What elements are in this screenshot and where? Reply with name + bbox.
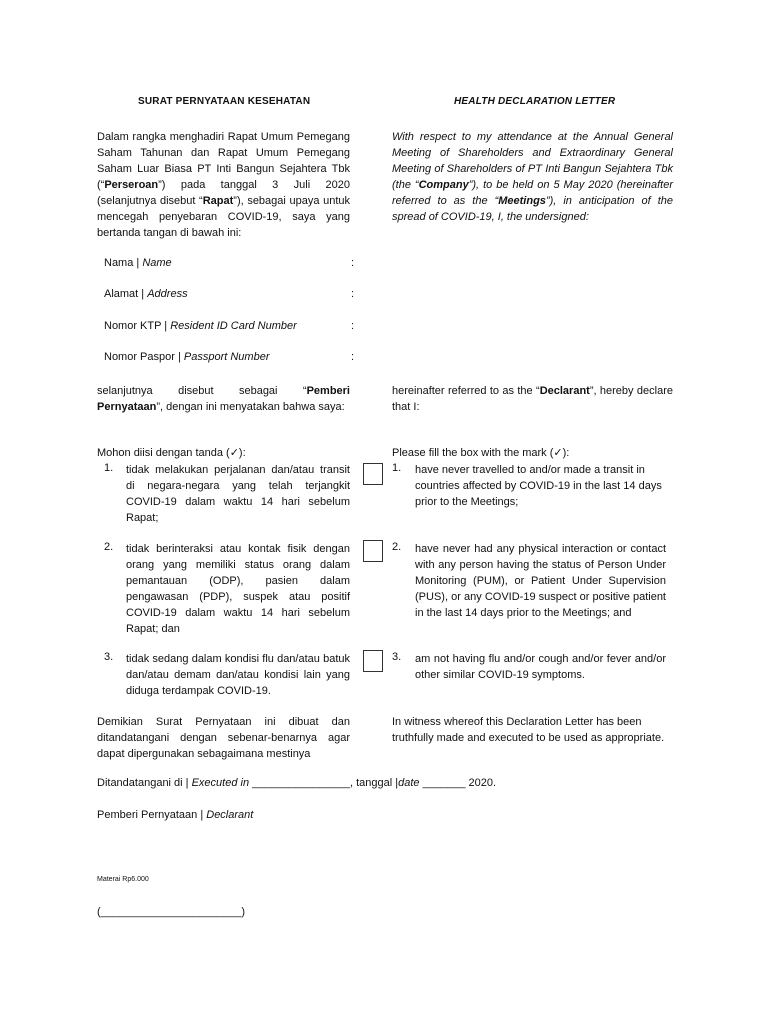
item-1-text-en: have never travelled to and/or made a transit in countries affected by COVID-19 in the last 14 days prior to the Meetings; — [415, 464, 662, 508]
field-ktp-colon: : — [351, 320, 355, 332]
signing-text-c: ________________, tanggal | — [249, 777, 399, 789]
field-address-id: Alamat | — [104, 288, 148, 300]
item-2-checkbox[interactable] — [363, 540, 383, 562]
declarant-id — [97, 383, 350, 415]
signer-label — [97, 809, 253, 821]
closing-en: In witness whereof this Declaration Letter has been truthfully made and executed to be used as appropriate. — [392, 716, 665, 744]
field-passport-colon: : — [351, 351, 355, 363]
intro-id-term-rapat: Rapat — [202, 195, 234, 207]
field-ktp-id: Nomor KTP | — [104, 320, 171, 332]
item-3-checkbox[interactable] — [363, 650, 383, 672]
closing-id: Demikian Surat Pernyataan ini dibuat dan ditandatangani dengan sebenar-benarnya agar dapat dipergunakan sebagaimana mestinya — [97, 716, 350, 760]
stamp-label: Materai Rp6.000 — [97, 876, 149, 883]
item-3-text-id: tidak sedang dalam kondisi flu dan/atau batuk dan/atau demam dan/atau kondisi lain yang diduga terdampak COVID-19. — [126, 653, 350, 697]
instruction-en: Please fill the box with the mark (✓): — [392, 447, 570, 459]
declarant-en-term: Declarant — [539, 385, 590, 397]
item-1-num-id: 1. — [104, 462, 114, 474]
field-name-en: Name — [142, 257, 172, 269]
intro-id-text-c: ”) pada tanggal 3 Juli 2020 (selanjutnya disebut “ — [97, 179, 350, 207]
item-2-num-en: 2. — [392, 541, 402, 553]
intro-id-term-perseroan: Perseroan — [104, 179, 159, 191]
signing-executed-in: Executed in — [191, 777, 250, 789]
intro-id — [97, 129, 350, 241]
field-passport — [104, 351, 269, 363]
field-ktp — [104, 320, 297, 332]
field-name-id: Nama | — [104, 257, 143, 269]
declarant-en — [392, 383, 673, 415]
signer-id: Pemberi Pernyataan | — [97, 809, 207, 821]
intro-id-text-e: ”), sebagai upaya untuk mencegah penyebaran COVID-19, saya yang bertanda tangan di bawah ini: — [97, 195, 351, 239]
field-passport-en: Passport Number — [183, 351, 270, 363]
intro-en-term-meetings: Meetings — [498, 195, 546, 207]
item-2-num-id: 2. — [104, 541, 114, 553]
intro-en-text-a: With respect to my attendance at the Annual General Meeting of Shareholders and Extraordinary General Meeting of Shareholders of PT Inti Bangun Sejahtera Tbk (the “ — [392, 131, 673, 191]
declarant-en-text-c: ”, hereby declare that I: — [392, 385, 673, 413]
field-address-colon: : — [351, 288, 355, 300]
intro-en-text-e: ”), in anticipation of the spread of COVID-19, I, the undersigned: — [392, 195, 673, 223]
signing-text-e: _______ 2020. — [419, 777, 497, 789]
signing-date: date — [398, 777, 420, 789]
instruction-id: Mohon diisi dengan tanda (✓): — [97, 447, 246, 459]
field-name — [104, 257, 172, 269]
intro-en-text-c: ”), to be held on 5 May 2020 (hereinafter referred to as the “ — [392, 179, 673, 207]
item-2-text-id: tidak berinteraksi atau kontak fisik dengan orang yang memiliki status orang dalam pemantauan (ODP), pasien dalam pengawasan (PDP), suspek atau positif COVID-19 dalam waktu 14 hari sebelum Rapat; dan — [126, 543, 350, 635]
field-ktp-en: Resident ID Card Number — [170, 320, 297, 332]
signing-text-a: Ditandatangani di | — [97, 777, 192, 789]
title-en: HEALTH DECLARATION LETTER — [454, 96, 616, 107]
item-1-num-en: 1. — [392, 462, 402, 474]
intro-en-term-company: Company — [418, 179, 469, 191]
item-1-checkbox[interactable] — [363, 463, 383, 485]
field-passport-id: Nomor Paspor | — [104, 351, 184, 363]
item-3-num-id: 3. — [104, 651, 114, 663]
field-name-colon: : — [351, 257, 355, 269]
signature-line: (_______________________) — [97, 906, 246, 918]
declarant-id-term: Pemberi Pernyataan — [97, 385, 350, 413]
field-address — [104, 288, 188, 300]
intro-id-text-a: Dalam rangka menghadiri Rapat Umum Pemegang Saham Tahunan dan Rapat Umum Pemegang Saham Luar Biasa PT Inti Bangun Sejahtera Tbk (“ — [97, 131, 350, 191]
field-address-en: Address — [147, 288, 188, 300]
declarant-id-text-a: selanjutnya disebut sebagai “ — [97, 385, 307, 397]
item-3-num-en: 3. — [392, 651, 402, 663]
declarant-id-text-c: ”, dengan ini menyatakan bahwa saya: — [156, 401, 345, 413]
signing-line — [97, 777, 496, 789]
item-2-text-en: have never had any physical interaction or contact with any person having the status of Person Under Monitoring (PUM), or Patient Under Supervision (PUS), or any COVID-19 suspect or positive patient in the last 14 days prior to the Meetings; and — [415, 543, 666, 619]
item-3-text-en: am not having flu and/or cough and/or fever and/or other similar COVID-19 symptoms. — [415, 653, 666, 681]
item-1-text-id: tidak melakukan perjalanan dan/atau transit di negara-negara yang telah terjangkit COVID-19 dalam waktu 14 hari sebelum Rapat; — [126, 464, 350, 524]
declarant-en-text-a: hereinafter referred to as the “ — [392, 385, 540, 397]
title-id: SURAT PERNYATAAN KESEHATAN — [138, 96, 311, 107]
signer-en: Declarant — [206, 809, 254, 821]
intro-en — [392, 129, 673, 225]
